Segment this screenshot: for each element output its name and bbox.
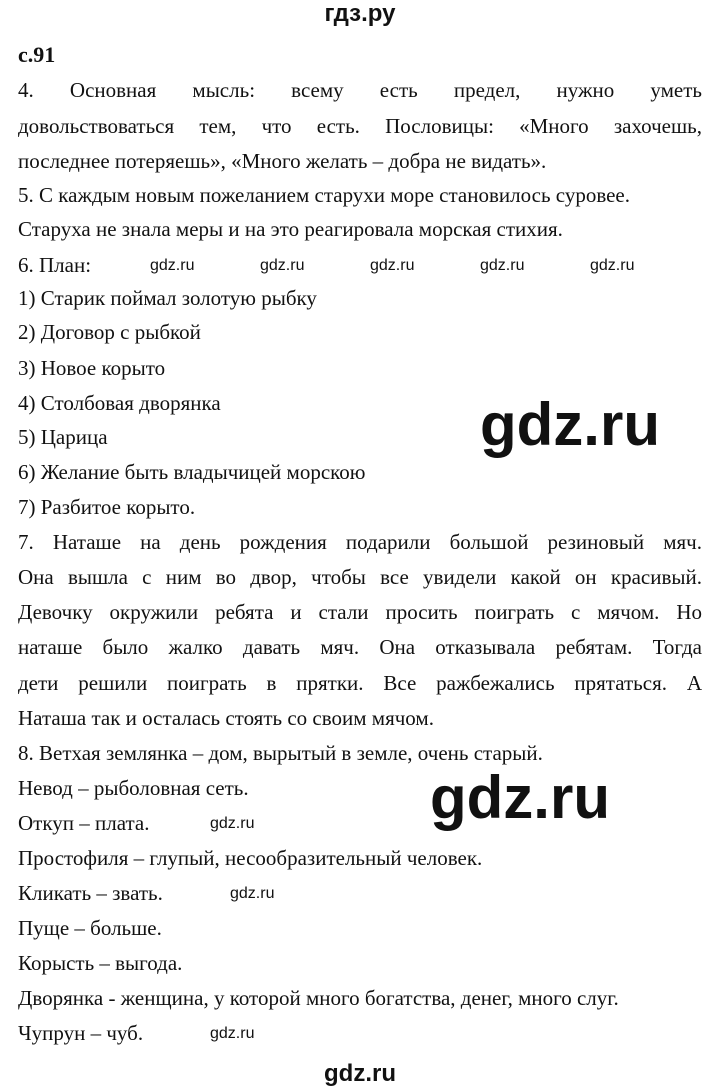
watermark: gdz.ru [370, 257, 415, 274]
text-line: довольствоваться тем, что есть. Пословицы: «Много захочешь, [18, 114, 702, 138]
text-line: 1) Старик поймал золотую рыбку [18, 286, 317, 310]
watermark: gdz.ru [480, 257, 525, 274]
text-line: Дворянка - женщина, у которой много богатства, денег, много слуг. [18, 986, 619, 1010]
text-line: Девочку окружили ребята и стали просить поиграть с мячом. Но [18, 600, 702, 624]
text-line: Откуп – плата. [18, 811, 150, 835]
watermark: gdz.ru [210, 1025, 255, 1042]
text-line: 4. Основная мысль: всему есть предел, нужно уметь [18, 78, 702, 102]
watermark-large: gdz.ru [430, 764, 610, 831]
text-line: 3) Новое корыто [18, 356, 166, 380]
text-line: 6. План: [18, 253, 92, 277]
watermark: gdz.ru [210, 815, 255, 832]
text-line: последнее потеряешь», «Много желать – добра не видать». [18, 149, 547, 173]
text-line: 7. Наташе на день рождения подарили большой резиновый мяч. [18, 530, 702, 554]
text-line: наташе было жалко давать мяч. Она отказывала ребятам. Тогда [18, 635, 702, 659]
watermark: gdz.ru [230, 885, 275, 902]
text-line: Старуха не знала меры и на это реагировала морская стихия. [18, 217, 563, 241]
watermark: gdz.ru [150, 257, 195, 274]
text-line: 7) Разбитое корыто. [18, 495, 196, 519]
text-line: Наташа так и осталась стоять со своим мячом. [18, 706, 434, 730]
site-footer: gdz.ru [324, 1060, 396, 1087]
site-header: гдз.ру [324, 0, 396, 27]
watermark-large: gdz.ru [480, 391, 660, 458]
text-line: Пуще – больше. [18, 916, 162, 940]
page-label: с.91 [18, 42, 56, 67]
text-line: Невод – рыболовная сеть. [18, 776, 249, 800]
text-line: 8. Ветхая землянка – дом, вырытый в земле, очень старый. [18, 741, 543, 765]
text-line: 2) Договор с рыбкой [18, 320, 201, 344]
text-line: Она вышла с ним во двор, чтобы все увидели какой он красивый. [18, 565, 702, 589]
text-line: Простофиля – глупый, несообразительный человек. [18, 846, 483, 870]
text-line: Кликать – звать. [18, 881, 163, 905]
text-line: 4) Столбовая дворянка [18, 391, 221, 415]
text-line: Чупрун – чуб. [18, 1021, 144, 1045]
text-line: Корысть – выгода. [18, 951, 183, 975]
text-line: 5. С каждым новым пожеланием старухи море становилось суровее. [18, 183, 631, 207]
text-line: 5) Царица [18, 425, 108, 449]
watermark: gdz.ru [260, 257, 305, 274]
watermark: gdz.ru [590, 257, 635, 274]
text-line: дети решили поиграть в прятки. Все ражбежались прятаться. А [18, 671, 702, 695]
text-line: 6) Желание быть владычицей морскою [18, 460, 366, 484]
